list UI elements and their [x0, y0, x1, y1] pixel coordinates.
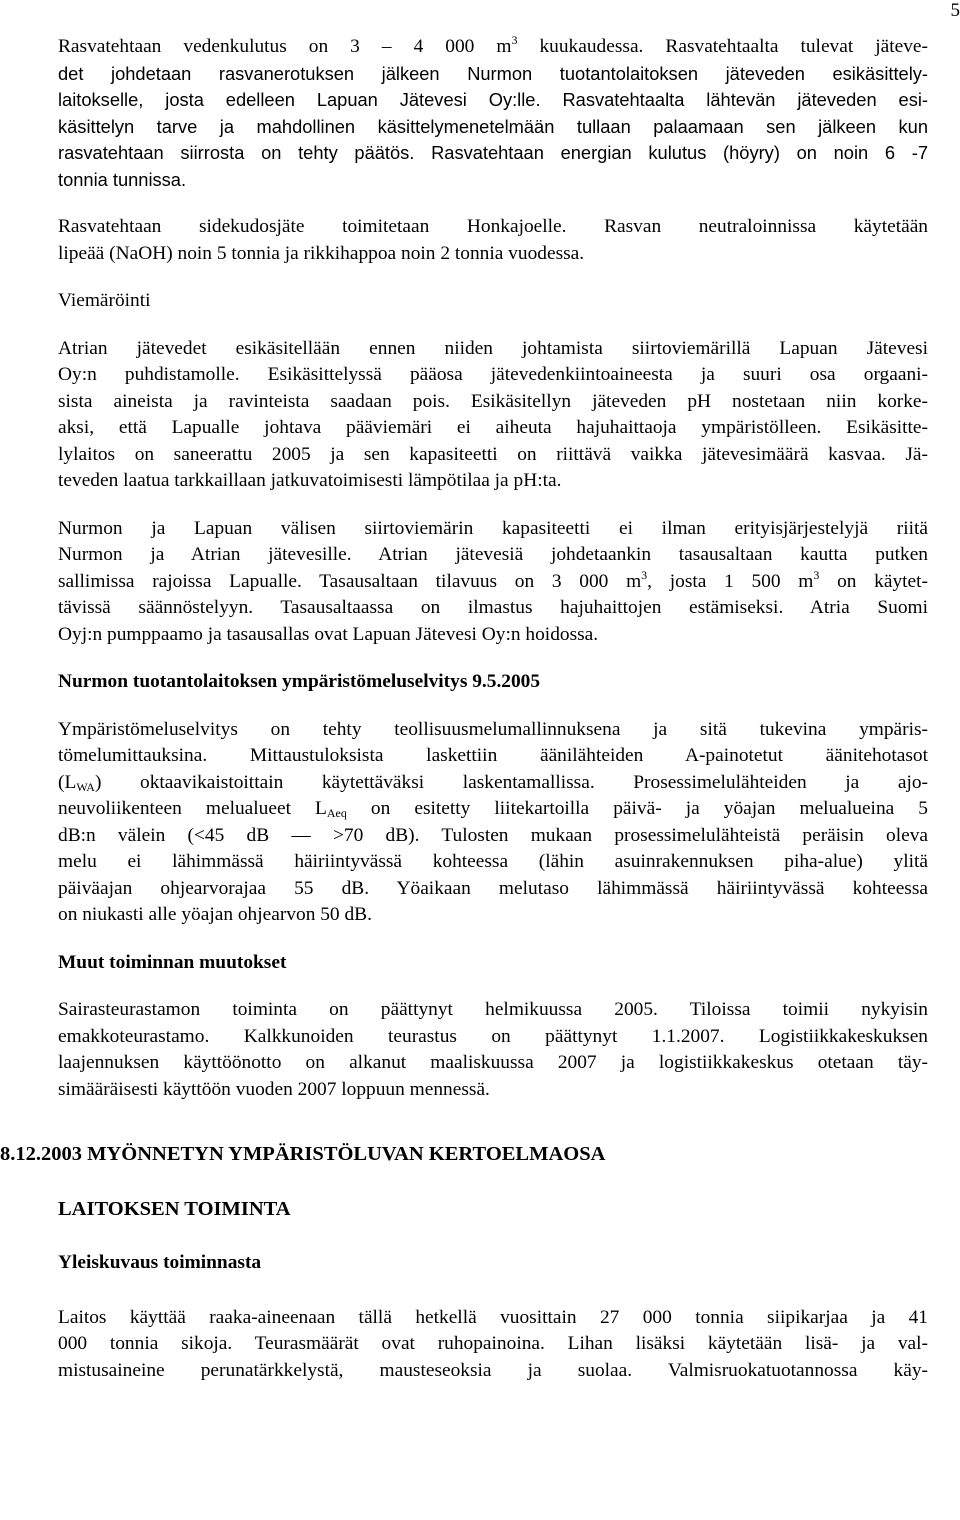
text-line: Oyj:n pumppaamo ja tasausallas ovat Lapuan Jätevesi Oy:n hoidossa.: [58, 623, 599, 645]
text-line: emakkoteurastamo. Kalkkunoiden teurastus on päättynyt 1.1.2007. Logistiikkakeskuksen: [58, 1025, 928, 1047]
heading-laitoksen-toiminta: LAITOKSEN TOIMINTA: [58, 1197, 291, 1220]
text-line: sista aineista ja ravinteista saadaan pois. Esikäsitellyn jäteveden pH nostetaan niin korke-: [58, 390, 928, 412]
text-line: tömelumittauksina. Mittaustuloksista laskettiin äänilähteiden A-painotetut äänitehotasot: [58, 745, 928, 766]
heading-meluselvitys: Nurmon tuotantolaitoksen ympäristömeluselvitys 9.5.2005: [58, 671, 541, 692]
text-line: Sairasteurastamon toiminta on päättynyt helmikuussa 2005. Tiloissa toimii nykyisin: [58, 999, 928, 1020]
paragraph-rasvatehdas: [58, 34, 928, 193]
text-line: tonnia tunnissa.: [58, 168, 187, 190]
text-line: Nurmon ja Atrian jätevesille. Atrian jätevesiä johdetaankin tasausaltaan kautta putken: [58, 544, 928, 565]
paragraph-sidekudosjate: [58, 214, 928, 267]
paragraph-muutokset: [58, 997, 928, 1103]
text-line: aksi, että Lapualle johtava pääviemäri ei aiheuta hajuhaittaoja ympäristölleen. Esikäsitte-: [58, 417, 928, 438]
heading-yleiskuvaus: Yleiskuvaus toiminnasta: [58, 1252, 262, 1273]
text-line: 000 tonnia sikoja. Teurasmäärät ovat ruhopainoina. Lihan lisäksi käytetään lisä- ja val-: [58, 1333, 928, 1354]
text-line: tävissä säännöstelyyn. Tasausaltaassa on ilmastus hajuhaittojen estämiseksi. Atria Suomi: [58, 597, 928, 618]
text-line: on niukasti alle yöajan ohjearvon 50 dB.: [58, 904, 372, 925]
text-line: Rasvatehtaan sidekudosjäte toimitetaan Honkajoelle. Rasvan neutraloinnissa käytetään: [58, 216, 928, 237]
heading-ymparistolupa: 8.12.2003 MYÖNNETYN YMPÄRISTÖLUVAN KERTOELMAOSA: [0, 1143, 606, 1165]
text-line: simääräisesti käyttöön vuoden 2007 loppuun mennessä.: [58, 1078, 490, 1100]
text-line: päiväajan ohjearvorajaa 55 dB. Yöaikaan melutaso lähimmässä häiriintyvässä kohteessa: [58, 877, 928, 899]
text-line: Oy:n puhdistamolle. Esikäsittelyssä pääosa jätevedenkiintoaineesta ja suuri osa orgaani-: [58, 364, 928, 385]
text-line: det johdetaan rasvanerotuksen jälkeen Nurmon tuotantolaitoksen jäteveden esikäsittely-: [58, 62, 928, 84]
text-line: Nurmon ja Lapuan välisen siirtoviemärin kapasiteetti ei ilman erityisjärjestelyjä riitä: [58, 517, 928, 539]
text-line: sallimissa rajoissa Lapualle. Tasausaltaan tilavuus on 3 000 $m^3$, josta 1 500 $m^3$ on käytet-: [58, 568, 928, 592]
text-line: dB:n välein (<45 dB — >70 dB). Tulosten mukaan prosessimelulähteistä peräisin oleva: [58, 824, 928, 846]
text-line: lylaitos on saneerattu 2005 ja sen kapasiteetti on riittävä vaikka jätevesimäärä kasvaa. Jä-: [58, 443, 928, 465]
heading-muut-muutokset: Muut toiminnan muutokset: [58, 951, 287, 973]
text-line: laitokselle, josta edelleen Lapuan Jätevesi Oy:lle. Rasvatehtaalta lähtevän jäteveden esi-: [58, 89, 928, 110]
text-line: neuvoliikenteen melualueet $L_{Aeq}$ on esitetty liitekartoilla päivä- ja yöajan melualueina 5: [58, 798, 928, 820]
section-label-viemarointi: Viemäröinti: [58, 290, 151, 311]
paragraph-yleiskuvaus: [58, 1305, 928, 1385]
text-line: mistusaineine perunatärkkelystä, mausteseoksia ja suolaa. Valmisruokatuotannossa käy-: [58, 1359, 928, 1381]
paragraph-meluselvitys: [58, 717, 928, 929]
document-page: [0, 34, 928, 1384]
text-line: laajennuksen käyttöönotto on alkanut maaliskuussa 2007 ja logistiikkakeskus otetaan täy-: [58, 1052, 928, 1073]
text-line: Atrian jätevedet esikäsitellään ennen niiden johtamista siirtoviemärillä Lapuan Jätevesi: [58, 337, 928, 359]
text-line: $(L_{WA})$ oktaavikaistoittain käytettäväksi laskentamallissa. Prosessimelulähteiden ja ajo-: [58, 771, 928, 794]
text-line: Laitos käyttää raaka-aineenaan tällä hetkellä vuosittain 27 000 tonnia siipikarjaa ja 41: [58, 1306, 928, 1328]
page-number: 5: [950, 0, 960, 21]
paragraph-atrian-jatevedet: [58, 336, 928, 495]
text-line: Rasvatehtaan vedenkulutus on 3 – 4 000 $m^3$ kuukaudessa. Rasvatehtaalta tulevat jäteve-: [58, 34, 928, 57]
text-line: lipeää (NaOH) noin 5 tonnia ja rikkihappoa noin 2 tonnia vuodessa.: [58, 242, 585, 264]
text-line: rasvatehtaan siirrosta on tehty päätös. Rasvatehtaan energian kulutus (höyry) on noin 6 -7: [58, 142, 928, 163]
text-line: teveden laatua tarkkaillaan jatkuvatoimisesti lämpötilaa ja pH:ta.: [58, 470, 562, 491]
text-line: käsittelyn tarve ja mahdollinen käsittelymenetelmään tullaan palaamaan sen jälkeen kun: [58, 115, 928, 137]
text-line: melu ei lähimmässä häiriintyvässä kohteessa (lähin asuinrakennuksen piha-alue) ylitä: [58, 851, 928, 872]
paragraph-siirtoviemari: [58, 516, 928, 649]
text-line: Ympäristömeluselvitys on tehty teollisuusmelumallinnuksena ja sitä tukevina ympäris-: [58, 718, 928, 740]
